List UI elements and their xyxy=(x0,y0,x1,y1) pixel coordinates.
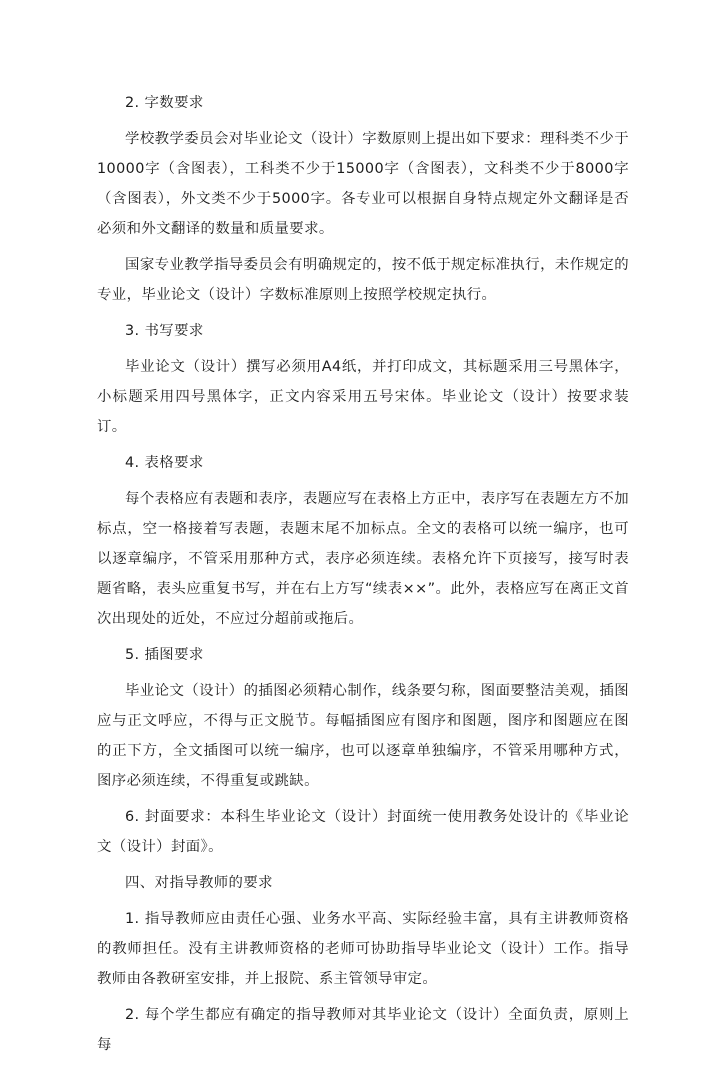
paragraph-word-count-requirements: 学校教学委员会对毕业论文（设计）字数原则上提出如下要求：理科类不少于10000字（含图表），工科类不少于15000字（含图表），文科类不少于8000字（含图表），外文类不少于5000字。各专业可以根据自身特点规定外文翻译是否必须和外文翻译的数量和质量要求。 xyxy=(97,131,629,237)
paragraph-advisor-qualification: 1. 指导教师应由责任心强、业务水平高、实际经验丰富，具有主讲教师资格的教师担任。没有主讲教师资格的老师可协助指导毕业论文（设计）工作。指导教师由各教研室安排，并上报院、系主管领导审定。 xyxy=(97,911,629,987)
paragraph-table-requirements: 每个表格应有表题和表序，表题应写在表格上方正中，表序写在表题左方不加标点，空一格接着写表题，表题末尾不加标点。全文的表格可以统一编序，也可以逐章编序，不管采用那种方式，表序必须连续。表格允许下页接写，接写时表题省略，表头应重复书写，并在右上方写“续表××”。此外，表格应写在离正文首次出现处的近处，不应过分超前或拖后。 xyxy=(97,491,629,627)
paragraph-word-count-national-standard: 国家专业教学指导委员会有明确规定的，按不低于规定标准执行，未作规定的专业，毕业论文（设计）字数标准原则上按照学校规定执行。 xyxy=(97,257,629,303)
section-heading-writing: 3. 书写要求 xyxy=(125,323,204,339)
paragraph-figure-requirements: 毕业论文（设计）的插图必须精心制作，线条要匀称，图面要整洁美观，插图应与正文呼应，不得与正文脱节。每幅插图应有图序和图题，图序和图题应在图的正下方，全文插图可以统一编序，也可以逐章单独编序，不管采用哪种方式，图序必须连续，不得重复或跳缺。 xyxy=(97,683,629,789)
section-heading-word-count: 2. 字数要求 xyxy=(125,95,204,111)
section-heading-tables: 4. 表格要求 xyxy=(125,455,204,471)
paragraph-cover-requirements: 6. 封面要求：本科生毕业论文（设计）封面统一使用教务处设计的《毕业论文（设计）封面》。 xyxy=(97,809,629,855)
section-heading-figures: 5. 插图要求 xyxy=(125,647,204,663)
paragraph-advisor-responsibility: 2. 每个学生都应有确定的指导教师对其毕业论文（设计）全面负责，原则上每 xyxy=(97,1007,629,1053)
paragraph-writing-requirements: 毕业论文（设计）撰写必须用A4纸，并打印成文，其标题采用三号黑体字，小标题采用四号黑体字，正文内容采用五号宋体。毕业论文（设计）按要求装订。 xyxy=(97,359,629,435)
section-heading-advisor: 四、对指导教师的要求 xyxy=(125,875,273,891)
document-body xyxy=(97,88,629,1066)
